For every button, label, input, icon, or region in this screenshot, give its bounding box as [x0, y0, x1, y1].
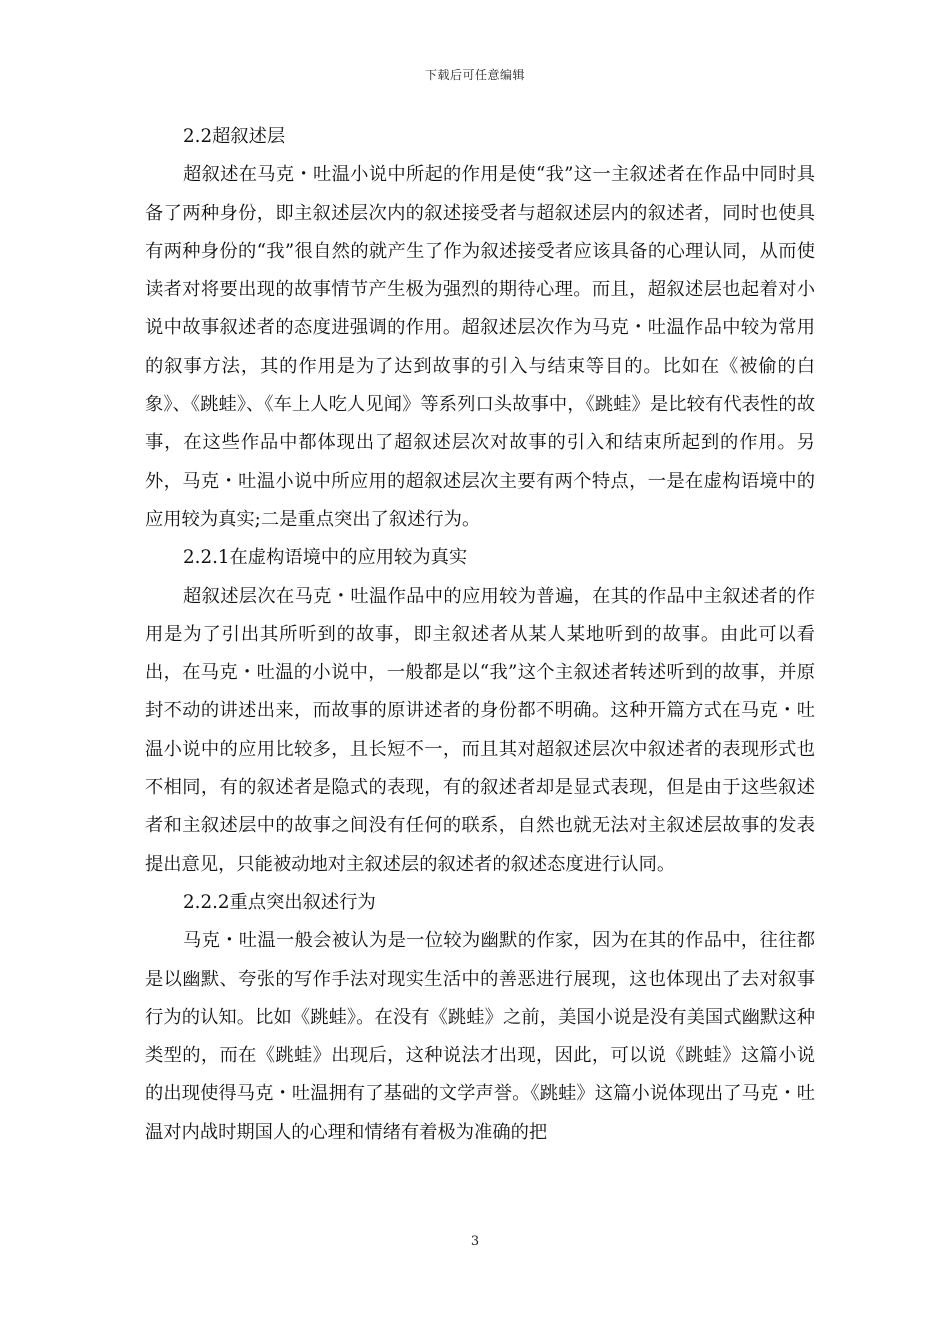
subsection-heading: 2.2.2重点突出叙述行为: [183, 891, 376, 913]
page-number: 3: [470, 1234, 480, 1249]
document-body: [145, 118, 815, 1152]
subsection-heading: 2.2.1在虚构语境中的应用较为真实: [183, 547, 468, 569]
section-heading: 2.2超叙述层: [183, 126, 286, 147]
body-paragraph: 超叙述在马克・吐温小说中所起的作用是使“我”这一主叙述者在作品中同时具备了两种身份，即主叙述层次内的叙述接受者与超叙述层内的叙述者，同时也使具有两种身份的“我”很自然的就产生了作为叙述接受者应该具备的心理认同，从而使读者对将要出现的故事情节产生极为强烈的期待心理。而且，超叙述层也起着对小说中故事叙述者的态度进强调的作用。超叙述层次作为马克・吐温作品中较为常用的叙事方法，其的作用是为了达到故事的引入与结束等目的。比如在《被偷的白象》、《跳蛙》、《车上人吃人见闻》等系列口头故事中，《跳蛙》是比较有代表性的故事，在这些作品中都体现出了超叙述层次对故事的引入和结束所起到的作用。另外，马克・吐温小说中所应用的超叙述层次主要有两个特点，一是在虚构语境中的应用较为真实;二是重点突出了叙述行为。: [145, 164, 815, 530]
body-paragraph: 马克・吐温一般会被认为是一位较为幽默的作家，因为在其的作品中，往往都是以幽默、夸张的写作手法对现实生活中的善恶进行展现，这也体现出了去对叙事行为的认知。比如《跳蛙》。在没有《跳蛙》之前，美国小说是没有美国式幽默这种类型的，而在《跳蛙》出现后，这种说法才出现，因此，可以说《跳蛙》这篇小说的出现使得马克・吐温拥有了基础的文学声誉。《跳蛙》这篇小说体现出了马克・吐温对内战时期国人的心理和情绪有着极为准确的把: [145, 930, 815, 1143]
page-header: 下载后可任意编辑: [424, 68, 525, 82]
body-paragraph: 超叙述层次在马克・吐温作品中的应用较为普遍，在其的作品中主叙述者的作用是为了引出其所听到的故事，即主叙述者从某人某地听到的故事。由此可以看出，在马克・吐温的小说中，一般都是以“我”这个主叙述者转述听到的故事，并原封不动的讲述出来，而故事的原讲述者的身份都不明确。这种开篇方式在马克・吐温小说中的应用比较多，且长短不一，而且其对超叙述层次中叙述者的表现形式也不相同，有的叙述者是隐式的表现，有的叙述者却是显式表现，但是由于这些叙述者和主叙述层中的故事之间没有任何的联系，自然也就无法对主叙述层故事的发表提出意见，只能被动地对主叙述层的叙述者的叙述态度进行认同。: [145, 585, 815, 875]
